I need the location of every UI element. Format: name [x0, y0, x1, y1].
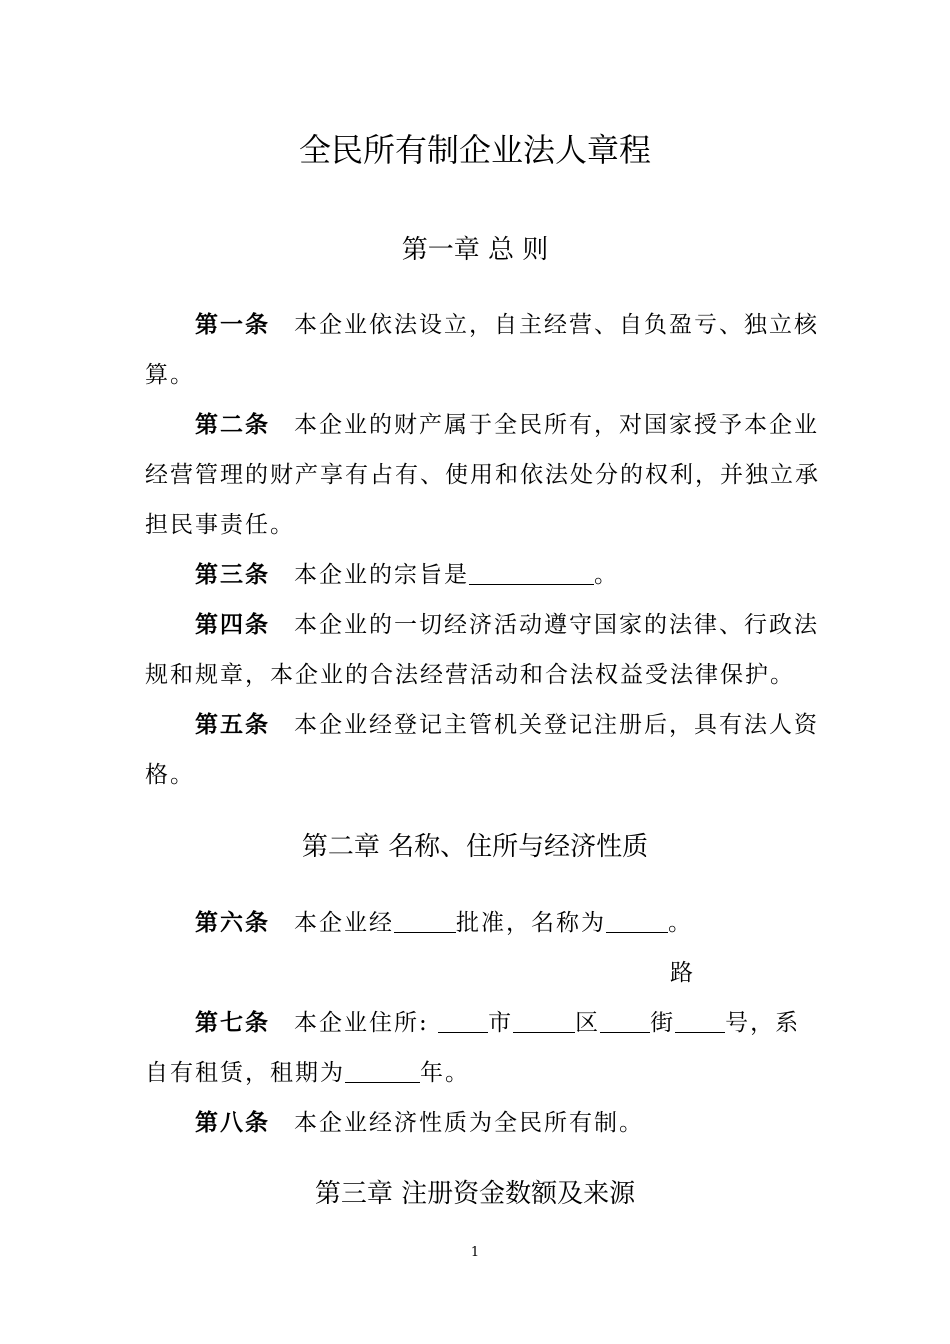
article-text: 区	[575, 1010, 601, 1036]
city-blank	[438, 1008, 488, 1033]
article-text: 号，系自有租赁，租期为	[145, 1010, 801, 1086]
article-text: 街	[650, 1010, 676, 1036]
street-blank	[600, 1008, 650, 1033]
article-label: 第一条	[195, 311, 270, 338]
article-label: 第二条	[195, 411, 270, 438]
chapter-2-heading: 第二章 名称、住所与经济性质	[301, 832, 649, 862]
article-text: 本企业经登记主管机关登记注册后，具有法人资格。	[145, 712, 819, 788]
article-label: 第六条	[195, 909, 270, 936]
article-5	[145, 700, 825, 800]
article-text: 批准，名称为	[456, 910, 606, 936]
article-text: 本企业经	[294, 910, 394, 936]
article-label: 第七条	[195, 1009, 270, 1036]
article-2	[145, 400, 825, 550]
article-8	[145, 1098, 825, 1148]
article-text: 本企业的一切经济活动遵守国家的法律、行政法规和规章，本企业的合法经营活动和合法权益受法律保护。	[145, 612, 819, 688]
chapter-1-heading: 第一章 总 则	[401, 235, 549, 265]
purpose-blank	[469, 560, 594, 585]
article-6	[145, 898, 825, 948]
article-label: 第五条	[195, 711, 270, 738]
article-text: 本企业依法设立，自主经营、自负盈亏、独立核算。	[145, 312, 819, 388]
article-text: 年。	[420, 1060, 470, 1086]
page-number: 1	[470, 1245, 480, 1260]
article-text: 本企业经济性质为全民所有制。	[294, 1110, 644, 1136]
article-label: 第四条	[195, 611, 270, 638]
term-blank	[345, 1058, 420, 1083]
article-text: 本企业的财产属于全民所有，对国家授予本企业经营管理的财产享有占有、使用和依法处分的权利，并独立承担民事责任。	[145, 412, 820, 538]
article-label: 第三条	[195, 561, 270, 588]
article-7	[145, 998, 825, 1098]
document-title: 全民所有制企业法人章程	[298, 131, 651, 169]
road-label: 路	[670, 960, 693, 986]
number-blank	[675, 1008, 725, 1033]
article-4	[145, 600, 825, 700]
article-text: 本企业的宗旨是	[294, 562, 469, 588]
chapter-3-heading: 第三章 注册资金数额及来源	[314, 1179, 636, 1209]
article-label: 第八条	[195, 1109, 270, 1136]
name-blank	[606, 908, 668, 933]
article-3	[145, 550, 825, 600]
approver-blank	[394, 908, 456, 933]
article-text: 本企业住所:	[294, 1010, 439, 1036]
article-text: 。	[668, 910, 693, 936]
article-text: 。	[594, 562, 619, 588]
article-text: 市	[488, 1010, 514, 1036]
article-1	[145, 300, 825, 400]
district-blank	[513, 1008, 575, 1033]
